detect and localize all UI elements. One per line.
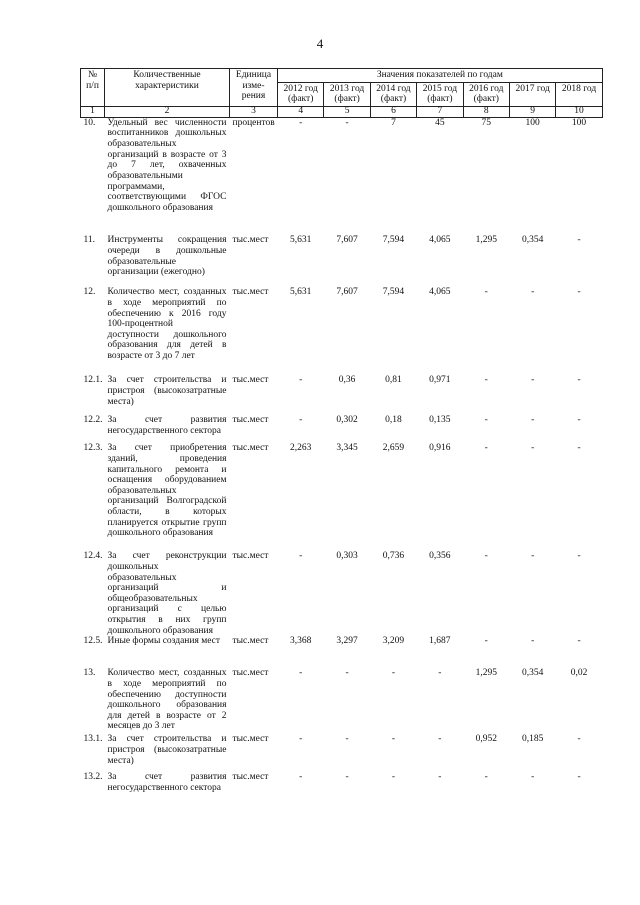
row-unit: тыс.мест: [232, 287, 269, 298]
row-name: Инструменты сокращения очереди в дошкольные образовательные организации (ежегодно): [107, 235, 227, 278]
row-number: 12.2.: [83, 415, 103, 426]
row-value: -: [577, 772, 581, 783]
row-value: 1,295: [475, 668, 497, 679]
row-value: -: [531, 636, 535, 647]
row-value: -: [484, 375, 488, 386]
row-number: 13.1.: [83, 734, 103, 745]
row-name: За счет развития негосударственного сектора: [107, 415, 227, 436]
table-row: [81, 551, 603, 636]
row-value: 45: [435, 117, 445, 128]
row-value: 7,594: [382, 287, 405, 298]
row-name: Иные формы создания мест: [107, 636, 221, 647]
row-value: -: [531, 375, 535, 386]
row-unit: тыс.мест: [232, 375, 269, 386]
row-value: -: [345, 668, 349, 679]
row-value: 0,356: [429, 551, 451, 562]
row-value: -: [484, 443, 488, 454]
header-year: 2018 год: [556, 82, 602, 106]
header-year: 2015 год (факт): [417, 82, 463, 106]
row-value: -: [531, 551, 535, 562]
row-value: -: [577, 734, 581, 745]
row-value: 7,607: [336, 287, 358, 298]
row-value: -: [577, 375, 581, 386]
row-value: 100: [525, 117, 540, 128]
row-value: 7,594: [382, 235, 405, 246]
row-unit: тыс.мест: [232, 235, 269, 246]
row-value: 3,297: [336, 636, 358, 647]
table-row: [81, 636, 603, 668]
indicators-table: [80, 68, 603, 802]
row-number: 11.: [83, 235, 96, 246]
row-value: -: [391, 772, 396, 783]
row-value: -: [577, 551, 581, 562]
row-value: -: [299, 375, 303, 386]
row-value: -: [299, 551, 303, 562]
table-row: [81, 772, 603, 802]
row-name: Количество мест, созданных в ходе мероприятий по обеспечению к 2016 году 100-процентной доступности дошкольного образования для детей в возрасте от 3 до 7 лет: [107, 287, 227, 362]
row-unit: тыс.мест: [232, 551, 269, 562]
row-value: -: [484, 415, 488, 426]
row-number: 13.2.: [83, 772, 103, 783]
row-unit: тыс.мест: [232, 772, 269, 783]
column-number: 5: [324, 106, 370, 117]
row-value: 75: [481, 117, 491, 128]
header-name: Количественные характеристики: [105, 69, 230, 107]
row-value: -: [531, 772, 535, 783]
row-value: 0,02: [570, 668, 588, 679]
row-value: 100: [571, 117, 587, 128]
row-name: За счет развития негосударственного сектора: [107, 772, 227, 793]
row-number: 12.4.: [83, 551, 103, 562]
row-number: 12.1.: [83, 375, 103, 386]
row-value: -: [299, 415, 303, 426]
header-year: 2012 год (факт): [278, 82, 324, 106]
header-num: № п/п: [81, 69, 105, 107]
header-year: 2014 год (факт): [370, 82, 416, 106]
row-value: -: [438, 734, 442, 745]
row-value: 0,302: [336, 415, 358, 426]
table-row: [81, 443, 603, 551]
row-value: -: [484, 551, 488, 562]
row-number: 13.: [83, 668, 96, 679]
row-value: 0,916: [429, 443, 451, 454]
row-value: -: [577, 415, 581, 426]
table-body: [81, 117, 603, 802]
row-value: -: [531, 443, 535, 454]
row-name: Удельный вес численности воспитанников дошкольных образовательных организаций в возрасте от 3 до 7 лет, охваченных образовательными программами, соответствующими ФГОС дошкольного образования: [107, 117, 227, 213]
row-value: 2,659: [382, 443, 405, 454]
table-row: [81, 287, 603, 375]
row-value: 0,736: [382, 551, 405, 562]
row-value: 5,631: [290, 235, 312, 246]
row-unit: тыс.мест: [232, 668, 269, 679]
row-value: 0,36: [338, 375, 356, 386]
row-value: -: [299, 734, 303, 745]
row-value: 0,18: [385, 415, 402, 426]
column-number: 10: [556, 106, 602, 117]
row-unit: тыс.мест: [232, 415, 269, 426]
row-value: -: [299, 772, 303, 783]
row-value: 0,185: [521, 734, 544, 745]
header-year: 2013 год (факт): [324, 82, 370, 106]
row-value: 4,065: [429, 235, 451, 246]
row-name: Количество мест, созданных в ходе мероприятий по обеспечению доступности дошкольного образования для детей в возрасте от 2 месяцев до 3 лет: [107, 668, 227, 732]
row-number: 12.5.: [83, 636, 103, 647]
table-row: [81, 375, 603, 415]
column-number: 7: [417, 106, 463, 117]
row-unit: процентов: [232, 117, 275, 128]
row-unit: тыс.мест: [232, 443, 269, 454]
row-value: 7,607: [336, 235, 358, 246]
column-numbers-row: [81, 106, 603, 117]
row-value: -: [299, 668, 303, 679]
header-year: 2017 год: [509, 82, 555, 106]
row-value: -: [391, 668, 396, 679]
row-value: 2,263: [290, 443, 312, 454]
row-value: -: [577, 235, 581, 246]
row-value: 1,295: [475, 235, 497, 246]
row-value: -: [531, 415, 535, 426]
row-value: 0,952: [475, 734, 497, 745]
page-number: 4: [316, 36, 324, 51]
row-value: -: [484, 636, 488, 647]
row-value: 1,687: [429, 636, 451, 647]
table-row: [81, 235, 603, 287]
column-number: 3: [230, 106, 278, 117]
row-name: За счет строительства и пристроя (высокозатратные места): [107, 375, 227, 407]
row-unit: тыс.мест: [232, 734, 269, 745]
row-value: 0,354: [521, 668, 544, 679]
row-number: 12.: [83, 287, 96, 298]
header-values: Значения показателей по годам: [278, 69, 603, 83]
row-value: -: [577, 443, 581, 454]
row-value: -: [484, 772, 488, 783]
column-number: 4: [278, 106, 324, 117]
row-number: 12.3.: [83, 443, 103, 454]
row-value: -: [438, 772, 442, 783]
row-number: 10.: [83, 117, 96, 128]
column-number: 6: [370, 106, 416, 117]
header-year: 2016 год (факт): [463, 82, 509, 106]
column-number: 1: [81, 106, 105, 117]
row-value: 3,368: [290, 636, 312, 647]
row-value: 0,971: [429, 375, 451, 386]
table-row: [81, 734, 603, 772]
row-value: -: [345, 772, 349, 783]
column-number: 9: [509, 106, 555, 117]
row-value: 4,065: [429, 287, 451, 298]
row-value: 7: [391, 117, 396, 128]
table-row: [81, 117, 603, 235]
row-value: 0,81: [385, 375, 402, 386]
row-value: -: [438, 668, 442, 679]
row-value: 0,303: [336, 551, 358, 562]
row-value: 0,135: [429, 415, 451, 426]
column-number: 8: [463, 106, 509, 117]
row-value: 5,631: [290, 287, 312, 298]
row-value: -: [345, 734, 349, 745]
row-value: -: [345, 117, 349, 128]
row-name: За счет реконструкции дошкольных образовательных организаций и общеобразовательных организаций с целью открытия в них групп дошкольного образования: [107, 551, 227, 636]
row-value: -: [577, 287, 581, 298]
header-unit: Единица изме-рения: [230, 69, 278, 107]
row-name: За счет приобретения зданий, проведения капитального ремонта и оснащения оборудованием образовательных организаций Волгоградской области, в которых планируется открытие групп дошкольного образования: [107, 443, 227, 539]
row-value: -: [484, 287, 488, 298]
row-value: -: [577, 636, 581, 647]
row-value: -: [531, 287, 535, 298]
column-number: 2: [105, 106, 230, 117]
table-row: [81, 415, 603, 443]
row-value: -: [299, 117, 303, 128]
row-value: 3,345: [336, 443, 358, 454]
table-row: [81, 668, 603, 734]
row-unit: тыс.мест: [232, 636, 269, 647]
row-value: 0,354: [521, 235, 544, 246]
row-name: За счет строительства и пристроя (высокозатратные места): [107, 734, 227, 766]
row-value: -: [391, 734, 396, 745]
row-value: 3,209: [382, 636, 405, 647]
